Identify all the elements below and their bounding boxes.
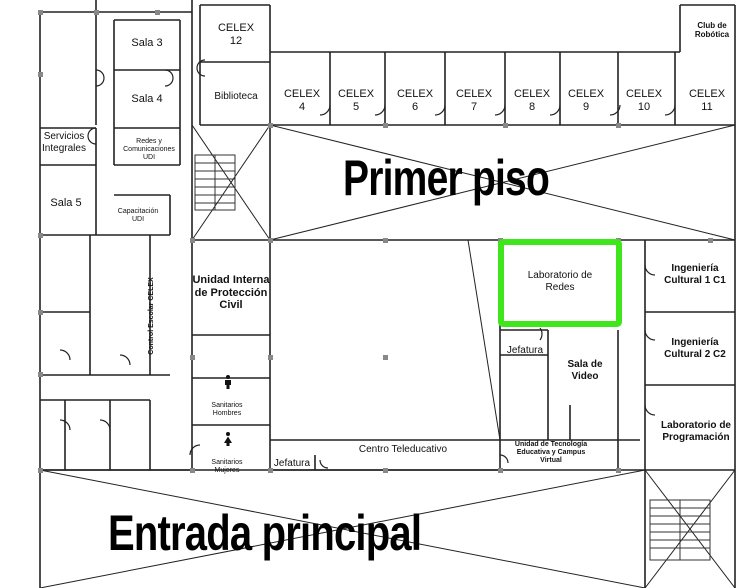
room-celex-9: CELEX 9: [567, 88, 605, 113]
room-celex-5: CELEX 5: [337, 88, 375, 113]
stairs-north: [195, 155, 235, 210]
stairs-southeast: [650, 500, 710, 560]
room-celex-7: CELEX 7: [455, 88, 493, 113]
floor-title: Primer piso: [343, 150, 550, 206]
room-sala-video: Sala de Video: [567, 359, 603, 382]
room-club-robotica: Club de Robótica: [694, 21, 730, 40]
room-celex-10: CELEX 10: [625, 88, 663, 113]
room-proteccion-civil: Unidad Interna de Protección Civil: [192, 274, 270, 312]
man-icon: [223, 375, 233, 389]
room-sanitarios-mujeres: Sanitarios Mujeres: [211, 459, 243, 475]
room-centro-teleducativo: Centro Teleducativo: [358, 444, 448, 455]
room-jefatura-lab: Jefatura: [506, 345, 544, 356]
room-celex-4: CELEX 4: [283, 88, 321, 113]
woman-icon: [223, 432, 233, 446]
room-lab-programacion: Laboratorio de Programación: [660, 420, 731, 443]
room-sala-3: Sala 3: [131, 37, 163, 49]
room-utec: Unidad de Tecnología Educativa y Campus Virtual: [514, 441, 588, 465]
room-capacitacion-udi: Capacitación UDI: [117, 208, 159, 224]
room-redes-udi: Redes y Comunicaciones UDI: [123, 138, 175, 162]
room-jefatura-centro: Jefatura: [273, 458, 311, 469]
entrance-title: Entrada principal: [108, 505, 422, 561]
room-sala-4: Sala 4: [131, 93, 163, 105]
room-servicios-integrales: Servicios Integrales: [42, 131, 86, 154]
room-lab-redes[interactable]: Laboratorio de Redes: [527, 270, 593, 293]
room-sanitarios-hombres: Sanitarios Hombres: [211, 402, 243, 418]
room-sala-5: Sala 5: [50, 197, 82, 209]
room-ing-cultural-2: Ingeniería Cultural 2 C2: [664, 337, 726, 360]
room-celex-6: CELEX 6: [396, 88, 434, 113]
room-celex-11: CELEX 11: [688, 88, 726, 113]
room-biblioteca: Biblioteca: [214, 91, 258, 102]
room-ing-cultural-1: Ingeniería Cultural 1 C1: [664, 263, 726, 286]
room-celex-8: CELEX 8: [513, 88, 551, 113]
room-control-escolar: Control Escolar CELEX: [147, 277, 155, 355]
room-celex-12: CELEX 12: [217, 22, 255, 47]
